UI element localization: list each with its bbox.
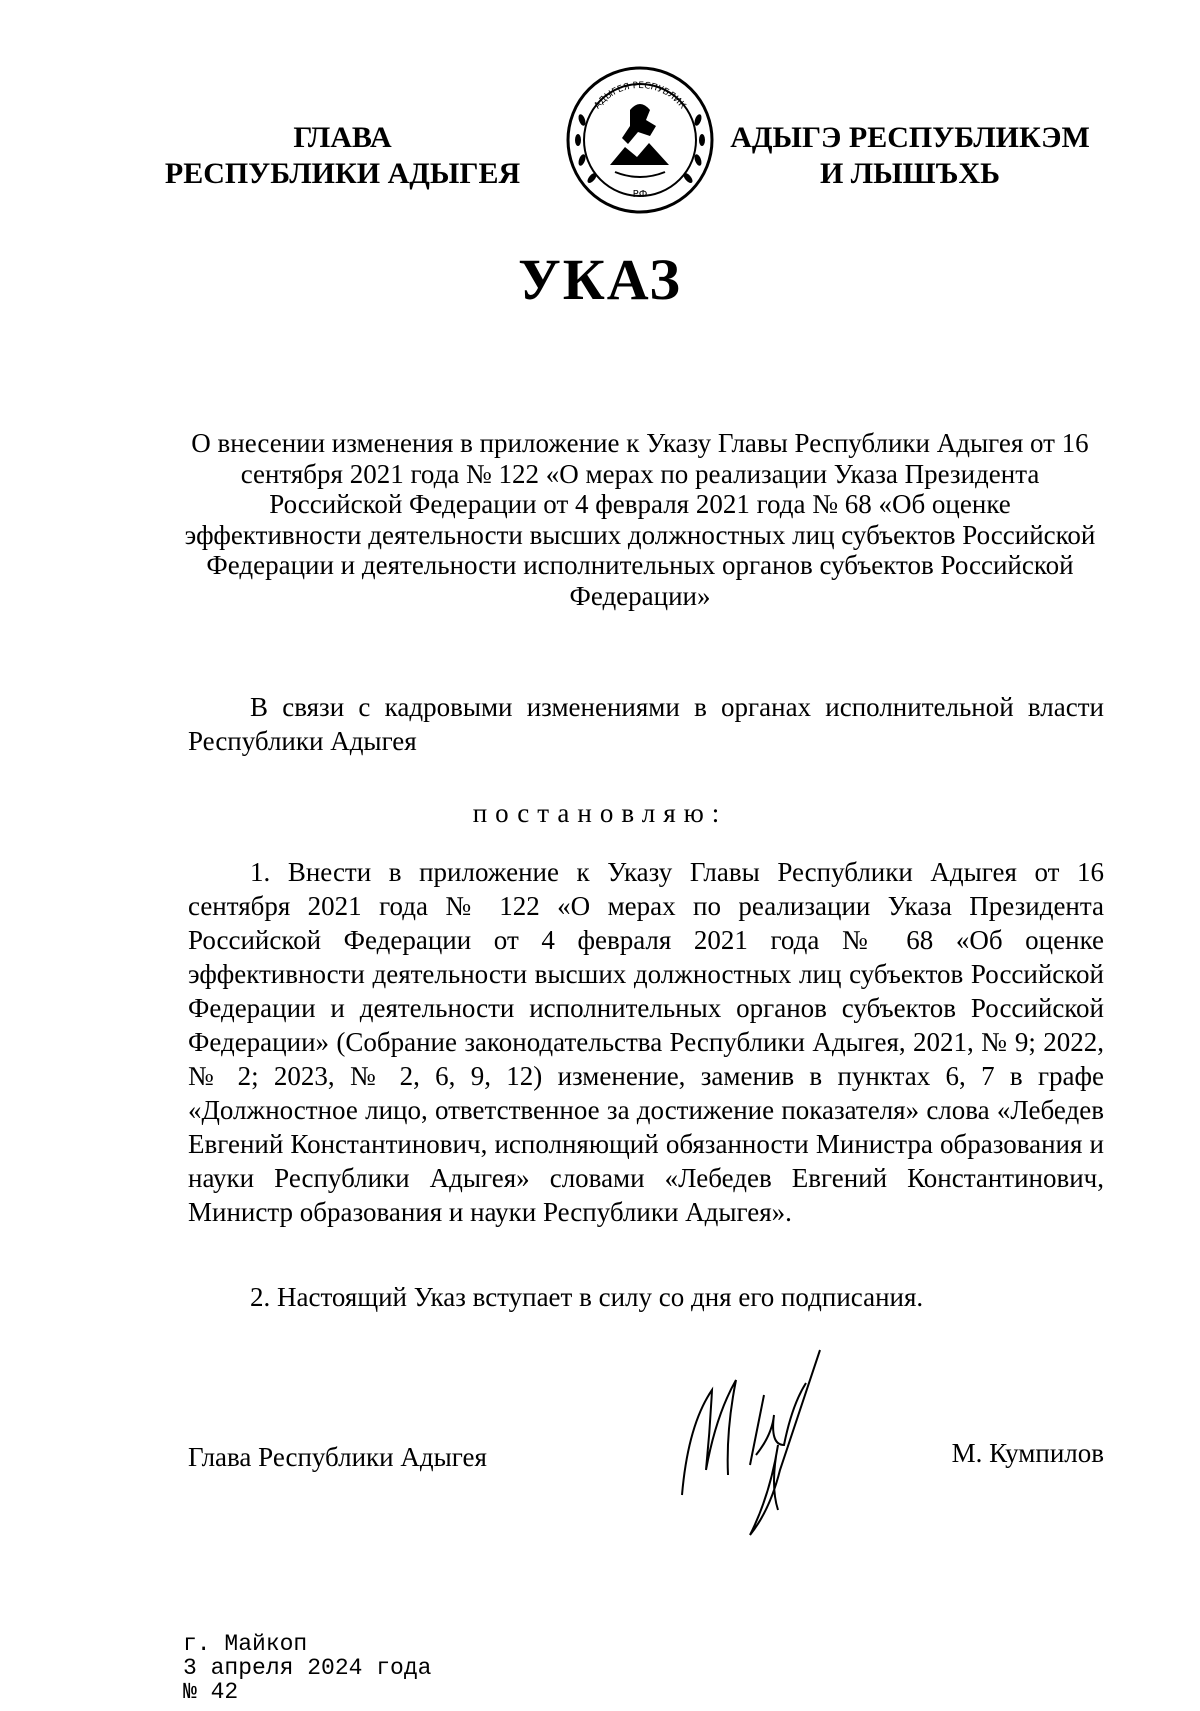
header-right-line1: АДЫГЭ РЕСПУБЛИКЭМ bbox=[730, 121, 1090, 154]
header-right-line2: И ЛЫШЪХЬ bbox=[819, 157, 1001, 190]
header-left-line1: ГЛАВА bbox=[293, 121, 392, 154]
document-title: УКАЗ bbox=[518, 247, 682, 312]
header-right bbox=[720, 120, 1100, 192]
handwritten-signature bbox=[670, 1345, 870, 1545]
item-1-paragraph: 1. Внести в приложение к Указу Главы Республики Адыгея от 16 сентября 2021 года № 122 «О мерах по реализации Указа Президента Российской Федерации от 4 февраля 2021 года № 68 «Об оценке эффективности деятельности высших должностных лиц субъектов Российской Федерации и деятельности исполнительных органов субъектов Российской Федерации» (Собрание законодательства Республики Адыгея, 2021, № 9; 2022, № 2; 2023, № 2, 6, 9, 12) изменение, заменив в пунктах 6, 7 в графе «Должностное лицо, ответственное за достижение показателя» слова «Лебедев Евгений Константинович, исполняющий обязанности Министра образования и науки Республики Адыгея» словами «Лебедев Евгений Константинович, Министр образования и науки Республики Адыгея». bbox=[188, 857, 1104, 1227]
footer-details bbox=[183, 1632, 431, 1704]
header-left bbox=[160, 120, 525, 192]
emblem-bottom-text: РФ bbox=[632, 189, 648, 200]
intro-paragraph: В связи с кадровыми изменениями в органах исполнительной власти Республики Адыгея bbox=[188, 692, 1104, 756]
header-left-line2: РЕСПУБЛИКИ АДЫГЕЯ bbox=[164, 157, 521, 190]
emblem-arc-text: АДЫГЕЯ РЕСПУБЛИК bbox=[592, 80, 688, 112]
decree-subject: О внесении изменения в приложение к Указу Главы Республики Адыгея от 16 сентября 2021 года № 122 «О мерах по реализации Указа Президента Российской Федерации от 4 февраля 2021 года № 68 «Об оценке эффективности деятельности высших должностных лиц субъектов Российской Федерации и деятельности исполнительных органов субъектов Российской Федерации» bbox=[184, 428, 1096, 611]
footer-city: г. Майкоп bbox=[183, 1631, 308, 1657]
footer-number: № 42 bbox=[183, 1679, 239, 1705]
decree-word: постановляю: bbox=[472, 798, 728, 828]
footer-date: 3 апреля 2024 года bbox=[183, 1655, 432, 1681]
signatory-position: Глава Республики Адыгея bbox=[188, 1442, 487, 1472]
coat-of-arms-emblem-icon bbox=[560, 60, 720, 220]
signatory-name: М. Кумпилов bbox=[951, 1438, 1104, 1468]
item-2-paragraph: 2. Настоящий Указ вступает в силу со дня его подписания. bbox=[250, 1282, 924, 1312]
